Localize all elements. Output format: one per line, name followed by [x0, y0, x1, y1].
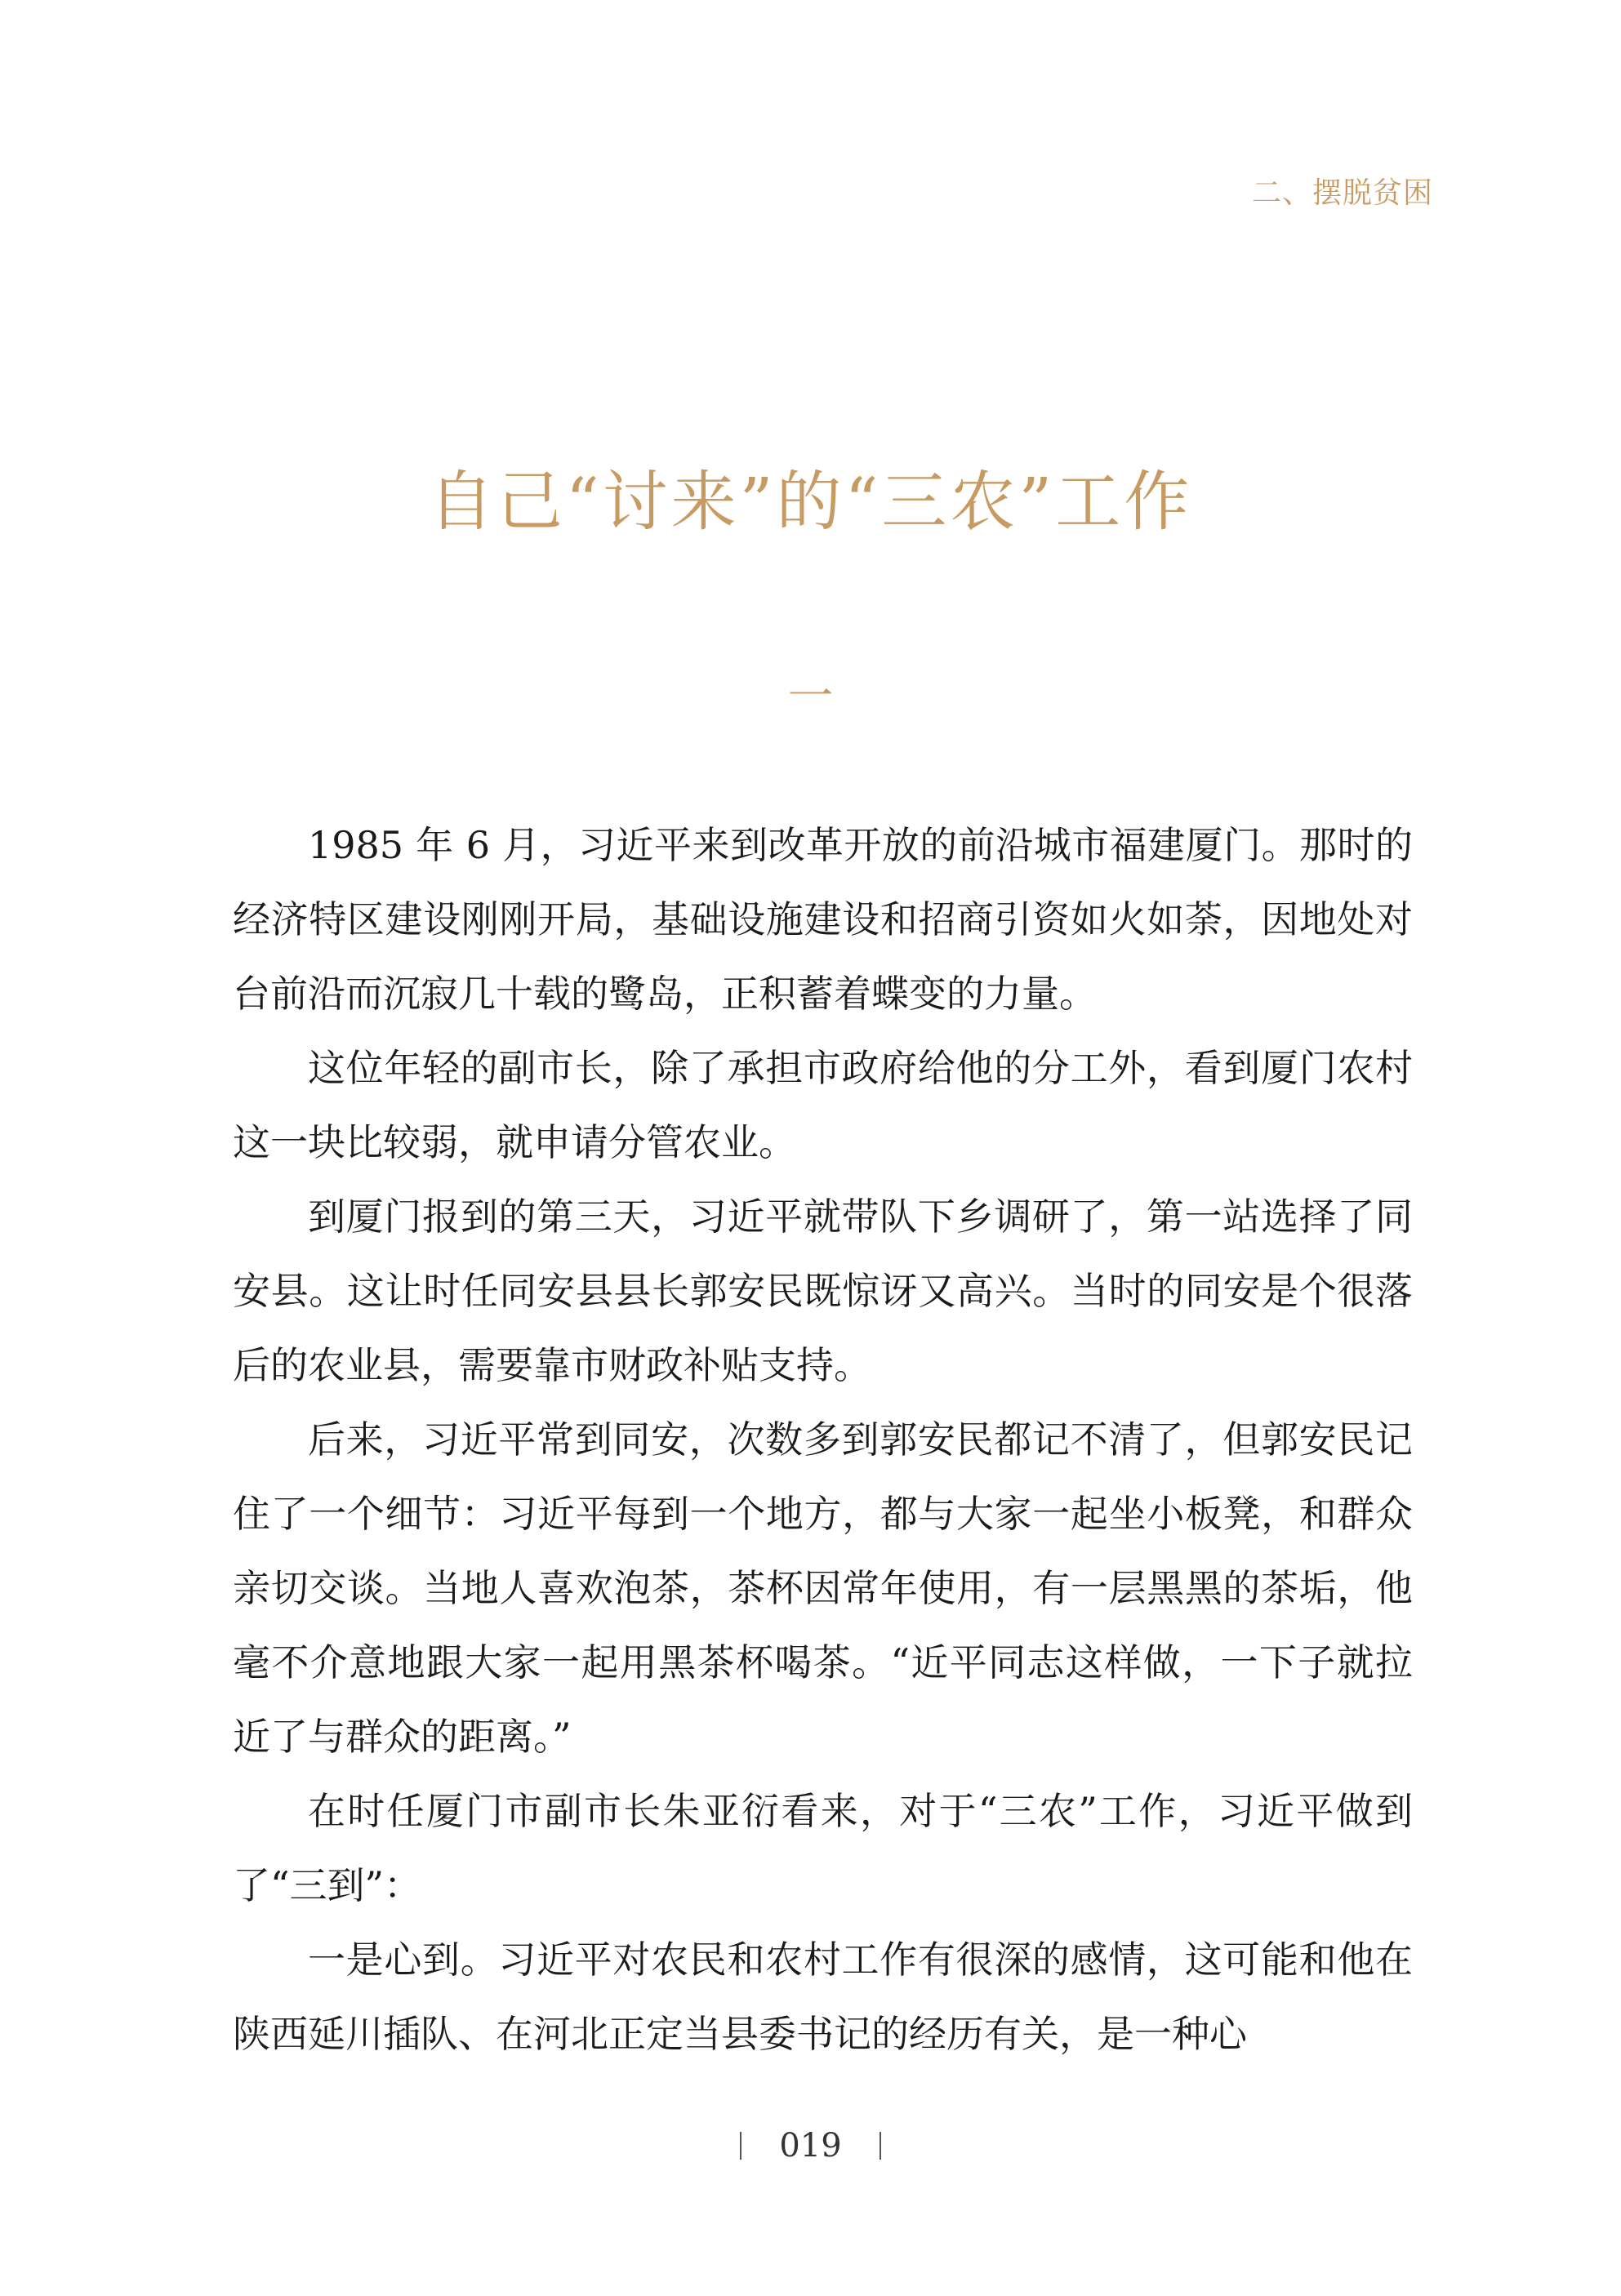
page-number: 019 [779, 2127, 842, 2165]
body-text [233, 808, 1413, 2071]
paragraph: 一是心到。习近平对农民和农村工作有很深的感情，这可能和他在陕西延川插队、在河北正定当县委书记的经历有关，是一种心 [233, 1938, 1413, 2056]
paragraph: 1985 年 6 月，习近平来到改革开放的前沿城市福建厦门。那时的经济特区建设刚刚开局，基础设施建设和招商引资如火如荼，因地处对台前沿而沉寂几十载的鹭岛，正积蓄着蝶变的力量。 [233, 823, 1413, 1016]
folio-bar-left [740, 2132, 741, 2160]
section-number: 一 [787, 670, 834, 723]
chapter-title: 自己“讨来”的“三农”工作 [428, 464, 1193, 540]
page-footer [0, 2125, 1621, 2165]
folio-bar-right [880, 2132, 881, 2160]
running-head: 二、摆脱贫困 [1251, 176, 1433, 210]
paragraph: 这位年轻的副市长，除了承担市政府给他的分工外，看到厦门农村这一块比较弱，就申请分管农业。 [233, 1046, 1413, 1164]
paragraph: 后来，习近平常到同安，次数多到郭安民都记不清了，但郭安民记住了一个细节：习近平每到一个地方，都与大家一起坐小板凳，和群众亲切交谈。当地人喜欢泡茶，茶杯因常年使用，有一层黑黑的茶垢，他毫不介意地跟大家一起用黑茶杯喝茶。“近平同志这样做，一下子就拉近了与群众的距离。” [233, 1417, 1413, 1759]
paragraph: 在时任厦门市副市长朱亚衍看来，对于“三农”工作，习近平做到了“三到”： [233, 1789, 1413, 1907]
paragraph: 到厦门报到的第三天，习近平就带队下乡调研了，第一站选择了同安县。这让时任同安县县长郭安民既惊讶又高兴。当时的同安是个很落后的农业县，需要靠市财政补贴支持。 [233, 1195, 1413, 1387]
